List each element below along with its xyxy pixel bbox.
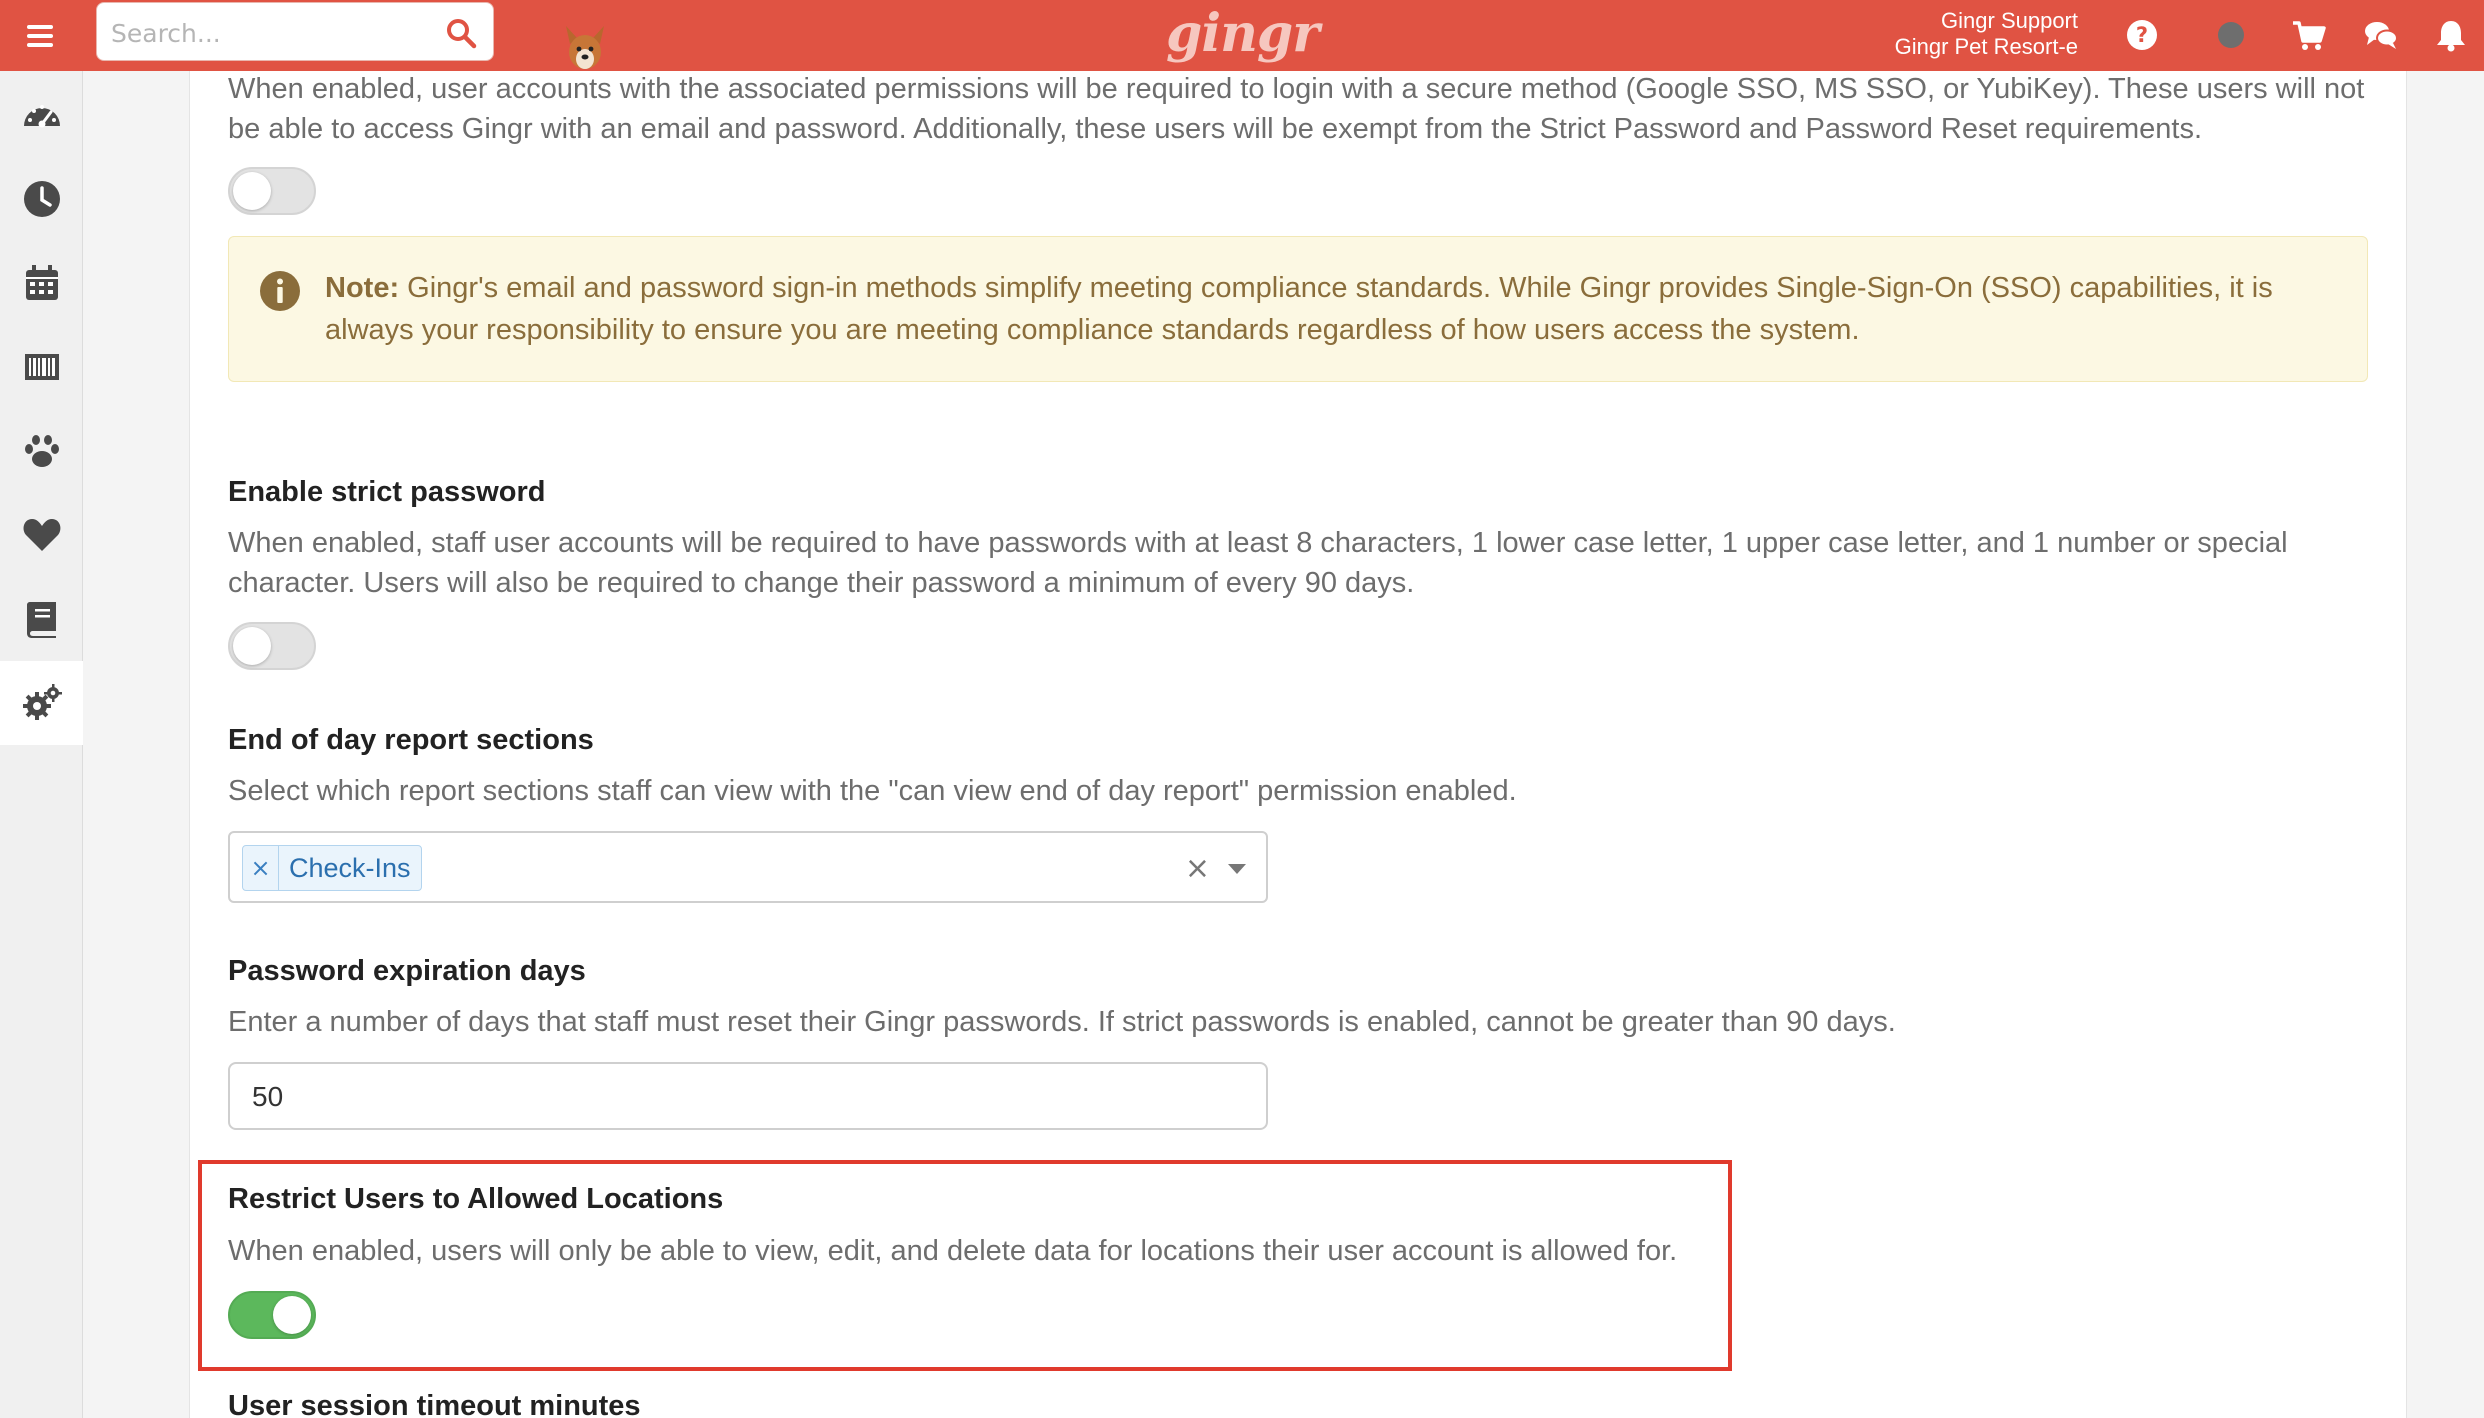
restrict-locations-toggle[interactable] (228, 1291, 316, 1339)
password-expiration-description: Enter a number of days that staff must reset their Gingr passwords. If strict passwords is enabled, cannot be greater than 90 days. (228, 1006, 1896, 1038)
sidebar-item-favorites[interactable] (0, 493, 83, 577)
secure-login-toggle[interactable] (228, 167, 316, 215)
search-icon[interactable] (445, 17, 477, 49)
sidebar-item-settings[interactable] (0, 661, 83, 745)
gears-icon (21, 682, 63, 724)
status-dot-icon[interactable] (2213, 17, 2249, 53)
toggle-knob (233, 172, 271, 210)
gingr-logo[interactable]: gingr (1166, 3, 1319, 64)
info-icon (259, 270, 301, 312)
cart-icon[interactable] (2291, 17, 2327, 53)
password-expiration-title: Password expiration days (228, 955, 586, 987)
end-of-day-description: Select which report sections staff can view with the "can view end of day report" permission enabled. (228, 775, 1517, 807)
sidebar-item-pets[interactable] (0, 409, 83, 493)
dog-mascot-icon (560, 22, 610, 72)
password-expiration-field (228, 1062, 1268, 1130)
secure-login-description: When enabled, user accounts with the associated permissions will be required to login with a secure method (Google SSO, MS SSO, or YubiKey). These users will not be able to access Gingr with an email and password. Additionally, these users will be exempt from the Strict Password and Password Reset requirements. (228, 73, 2365, 145)
clear-selection-button[interactable]: × (1184, 851, 1210, 886)
svg-text:?: ? (2135, 23, 2149, 47)
location-name: Gingr Pet Resort-e (1894, 34, 2078, 59)
end-of-day-select[interactable] (228, 831, 1268, 903)
strict-password-description: When enabled, staff user accounts will be required to have passwords with at least 8 characters, 1 lower case letter, 1 upper case letter, and 1 number or special character. Users will also be required to change their password a minimum of every 90 days. (228, 527, 2288, 599)
strict-password-title: Enable strict password (228, 476, 546, 508)
password-expiration-input[interactable] (252, 1076, 1232, 1118)
user-name: Gingr Support (1941, 8, 2078, 33)
help-icon[interactable] (2124, 17, 2160, 53)
clock-icon (21, 178, 63, 220)
sidebar-item-dashboard[interactable] (0, 75, 83, 159)
paw-icon (21, 430, 63, 472)
top-navbar (0, 0, 2484, 71)
menu-icon (27, 20, 53, 52)
session-timeout-title: User session timeout minutes (228, 1390, 641, 1418)
sidebar-item-calendar[interactable] (0, 241, 83, 325)
barcode-icon (21, 346, 63, 388)
bell-icon[interactable] (2433, 17, 2469, 53)
book-icon (21, 598, 63, 640)
calendar-icon (21, 262, 63, 304)
speedometer-icon (21, 96, 63, 138)
toggle-knob (233, 627, 271, 665)
selected-tag (242, 845, 422, 891)
sidebar-item-history[interactable] (0, 157, 83, 241)
menu-button[interactable] (0, 0, 80, 71)
sidebar-item-reports[interactable] (0, 577, 83, 661)
user-menu[interactable] (1895, 8, 2078, 60)
tag-remove-button[interactable]: × (243, 846, 279, 890)
dropdown-caret-icon[interactable] (1228, 864, 1246, 874)
strict-password-toggle[interactable] (228, 622, 316, 670)
toggle-knob (273, 1296, 311, 1334)
search-box (96, 2, 494, 61)
note-text: Note: Gingr's email and password sign-in methods simplify meeting compliance standards. While Gingr provides Single-Sign-On (SSO) capabilities, it is always your responsibility to ensure you are meeting compliance standards regardless of how users access the system. (325, 272, 2273, 346)
end-of-day-title: End of day report sections (228, 724, 594, 756)
search-input[interactable] (111, 13, 431, 53)
sidebar (0, 71, 83, 1418)
tag-label: Check-Ins (289, 852, 411, 883)
restrict-locations-description: When enabled, users will only be able to view, edit, and delete data for locations their user account is allowed for. (228, 1235, 1678, 1267)
compliance-note (228, 236, 2368, 382)
restrict-locations-title: Restrict Users to Allowed Locations (228, 1183, 724, 1215)
heart-icon (21, 514, 63, 556)
sidebar-item-barcode[interactable] (0, 325, 83, 409)
chat-icon[interactable] (2363, 17, 2399, 53)
